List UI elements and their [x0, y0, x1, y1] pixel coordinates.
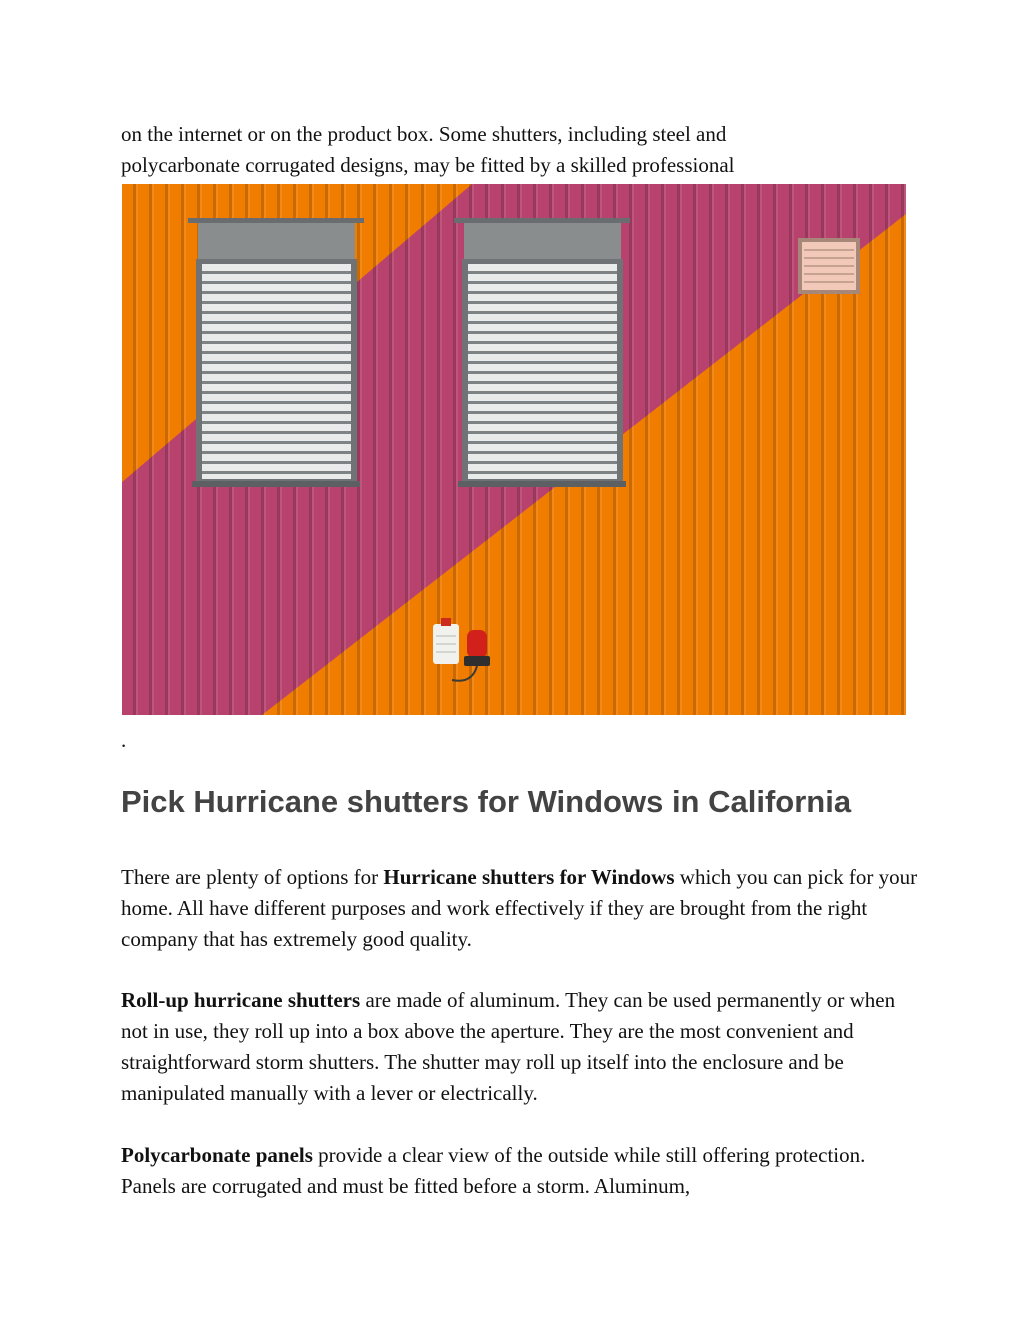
separator-dot: .	[121, 728, 127, 752]
building-facade-photo	[122, 184, 906, 715]
intro-text	[121, 119, 921, 181]
section-heading: Pick Hurricane shutters for Windows in California	[121, 784, 852, 819]
para2-rest: are made of aluminum. They can be used permanently or when not in use, they roll up into a box above the aperture. They are the most convenient and straightforward storm shutters. The shutter may roll up itself into the enclosure and be manipulated manually with a lever or electrically.	[121, 988, 896, 1105]
para3-bold-term: Polycarbonate panels	[121, 1143, 313, 1167]
para2-bold-term: Roll-up hurricane shutters	[121, 988, 361, 1012]
intro-line-2: polycarbonate corrugated designs, may be fitted by a skilled professional	[121, 153, 735, 177]
para1-rest: which you can pick for your home. All have different purposes and work effectively if they are brought from the right company that has extremely good quality.	[121, 865, 918, 951]
para1-lead: There are plenty of options for	[121, 865, 384, 889]
paragraph-polycarbonate	[121, 1140, 921, 1202]
intro-line-1: on the internet or on the product box. Some shutters, including steel and	[121, 122, 727, 146]
window-right	[454, 218, 630, 487]
para3-rest: provide a clear view of the outside while still offering protection. Panels are corrugated and must be fitted before a storm. Aluminum,	[121, 1143, 866, 1198]
para1-bold-term: Hurricane shutters for Windows	[383, 865, 675, 889]
window-left	[188, 218, 364, 487]
paragraph-roll-up	[121, 985, 921, 1109]
paragraph-options	[121, 862, 921, 955]
vent-grille	[798, 238, 860, 294]
alarm-siren-box	[433, 618, 459, 664]
